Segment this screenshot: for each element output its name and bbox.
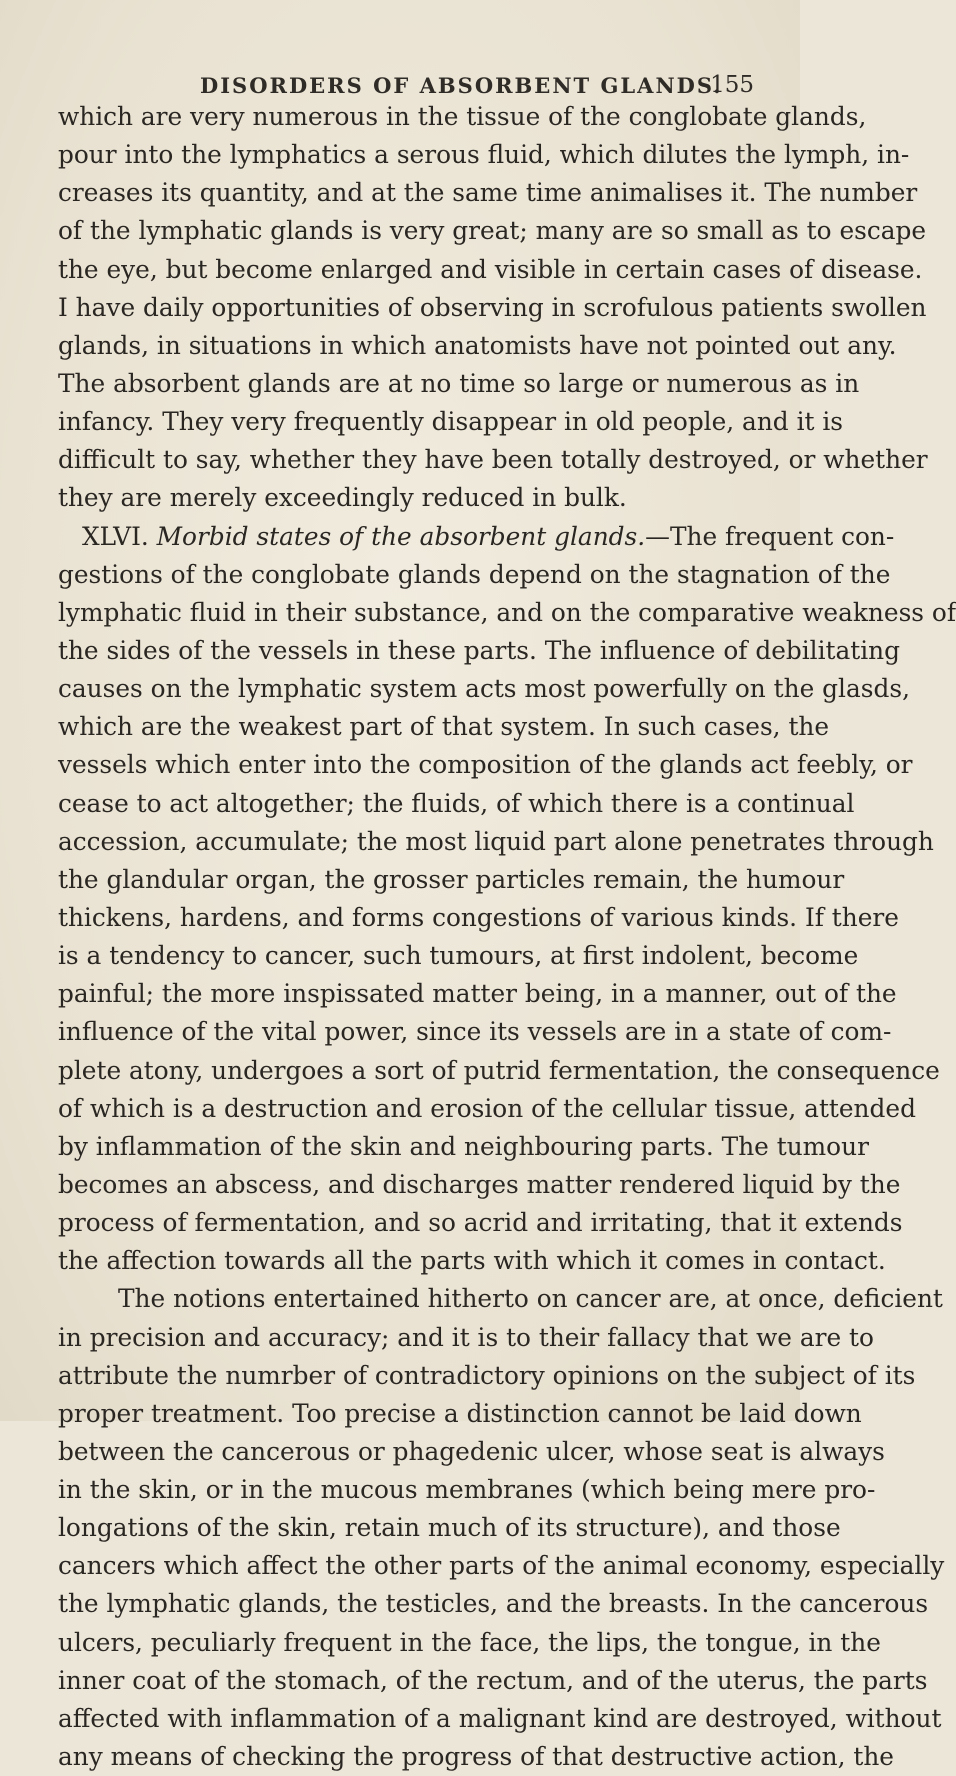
text-line: by inflammation of the skin and neighbouring parts. The tumour (58, 1131, 869, 1161)
paragraph-3 (58, 1280, 945, 1776)
text-line: between the cancerous or phagedenic ulcer, whose seat is always (58, 1436, 885, 1466)
text-line: influence of the vital power, since its vessels are in a state of com- (58, 1017, 892, 1047)
text-line: causes on the lymphatic system acts most powerfully on the glasds, (58, 674, 910, 704)
text-line: in the skin, or in the mucous membranes (which being mere pro- (58, 1475, 876, 1505)
text-line: of the lymphatic glands is very great; many are so small as to escape (58, 216, 927, 246)
text-line: The absorbent glands are at no time so large or numerous as in (58, 368, 860, 398)
text-line: process of fermentation, and so acrid and irritating, that it extends (58, 1208, 903, 1238)
text-line: thickens, hardens, and forms congestions of various kinds. If there (58, 902, 899, 932)
text-line: the eye, but become enlarged and visible in certain cases of disease. (58, 254, 923, 284)
text-line: which are very numerous in the tissue of the conglobate glands, (58, 102, 867, 131)
paragraph-1 (58, 98, 928, 518)
text-line: infancy. They very frequently disappear in old people, and it is (58, 407, 844, 437)
text-line: inner coat of the stomach, of the rectum, and of the uterus, the parts (58, 1665, 928, 1695)
text-line: the lymphatic glands, the testicles, and the breasts. In the cancerous (58, 1589, 929, 1619)
page-number: 155 (710, 72, 754, 98)
text-line: which are the weakest part of that system. In such cases, the (58, 712, 830, 742)
section-number: XLVI. (82, 521, 149, 551)
paragraph-2 (58, 518, 956, 1281)
text-line: glands, in situations in which anatomists have not pointed out any. (58, 330, 897, 360)
text-line: in precision and accuracy; and it is to their fallacy that we are to (58, 1322, 874, 1352)
text-line: cease to act altogether; the fluids, of which there is a continual (58, 788, 855, 818)
text-line: lymphatic fluid in their substance, and on the comparative weakness of (58, 597, 956, 627)
text-line: The notions entertained hitherto on cancer are, at once, deficient (118, 1284, 943, 1314)
text-line: becomes an abscess, and discharges matter rendered liquid by the (58, 1169, 901, 1199)
text-line: affected with inflammation of a malignant kind are destroyed, without (58, 1703, 942, 1733)
body-text (58, 98, 956, 1776)
text-line: plete atony, undergoes a sort of putrid fermentation, the consequence (58, 1055, 940, 1085)
running-head: DISORDERS OF ABSORBENT GLANDS. (200, 73, 723, 98)
text-line: painful; the more inspissated matter being, in a manner, out of the (58, 979, 897, 1009)
text-line: longations of the skin, retain much of its structure), and those (58, 1513, 841, 1543)
text-line: they are merely exceedingly reduced in bulk. (58, 483, 627, 513)
text-line: attribute the numrber of contradictory opinions on the subject of its (58, 1360, 916, 1390)
text-line: is a tendency to cancer, such tumours, at first indolent, become (58, 941, 859, 971)
text-line: cancers which affect the other parts of the animal economy, especially (58, 1551, 945, 1581)
text-line: pour into the lymphatics a serous fluid, which dilutes the lymph, in- (58, 140, 910, 170)
text-line: gestions of the conglobate glands depend on the stagnation of the (58, 559, 891, 589)
text-line: the glandular organ, the grosser particles remain, the humour (58, 864, 845, 894)
text-line: the sides of the vessels in these parts. The influence of debilitating (58, 635, 901, 665)
text-line: difficult to say, whether they have been totally destroyed, or whether (58, 445, 928, 475)
section-first-line-rest: —The frequent con- (645, 521, 895, 551)
section-heading-line (58, 518, 895, 556)
text-line: any means of checking the progress of that destructive action, the (58, 1742, 894, 1772)
text-line: accession, accumulate; the most liquid part alone penetrates through (58, 826, 934, 856)
text-line: proper treatment. Too precise a distinction cannot be laid down (58, 1398, 862, 1428)
text-line: ulcers, peculiarly frequent in the face, the lips, the tongue, in the (58, 1627, 881, 1657)
text-line: creases its quantity, and at the same time animalises it. The number (58, 178, 918, 208)
page-header (58, 0, 754, 98)
text-line: the affection towards all the parts with which it comes in contact. (58, 1246, 886, 1276)
section-title: Morbid states of the absorbent glands. (156, 521, 646, 551)
text-line: I have daily opportunities of observing in scrofulous patients swollen (58, 292, 927, 322)
text-line: of which is a destruction and erosion of the cellular tissue, attended (58, 1093, 916, 1123)
text-line: vessels which enter into the composition of the glands act feebly, or (58, 750, 913, 780)
